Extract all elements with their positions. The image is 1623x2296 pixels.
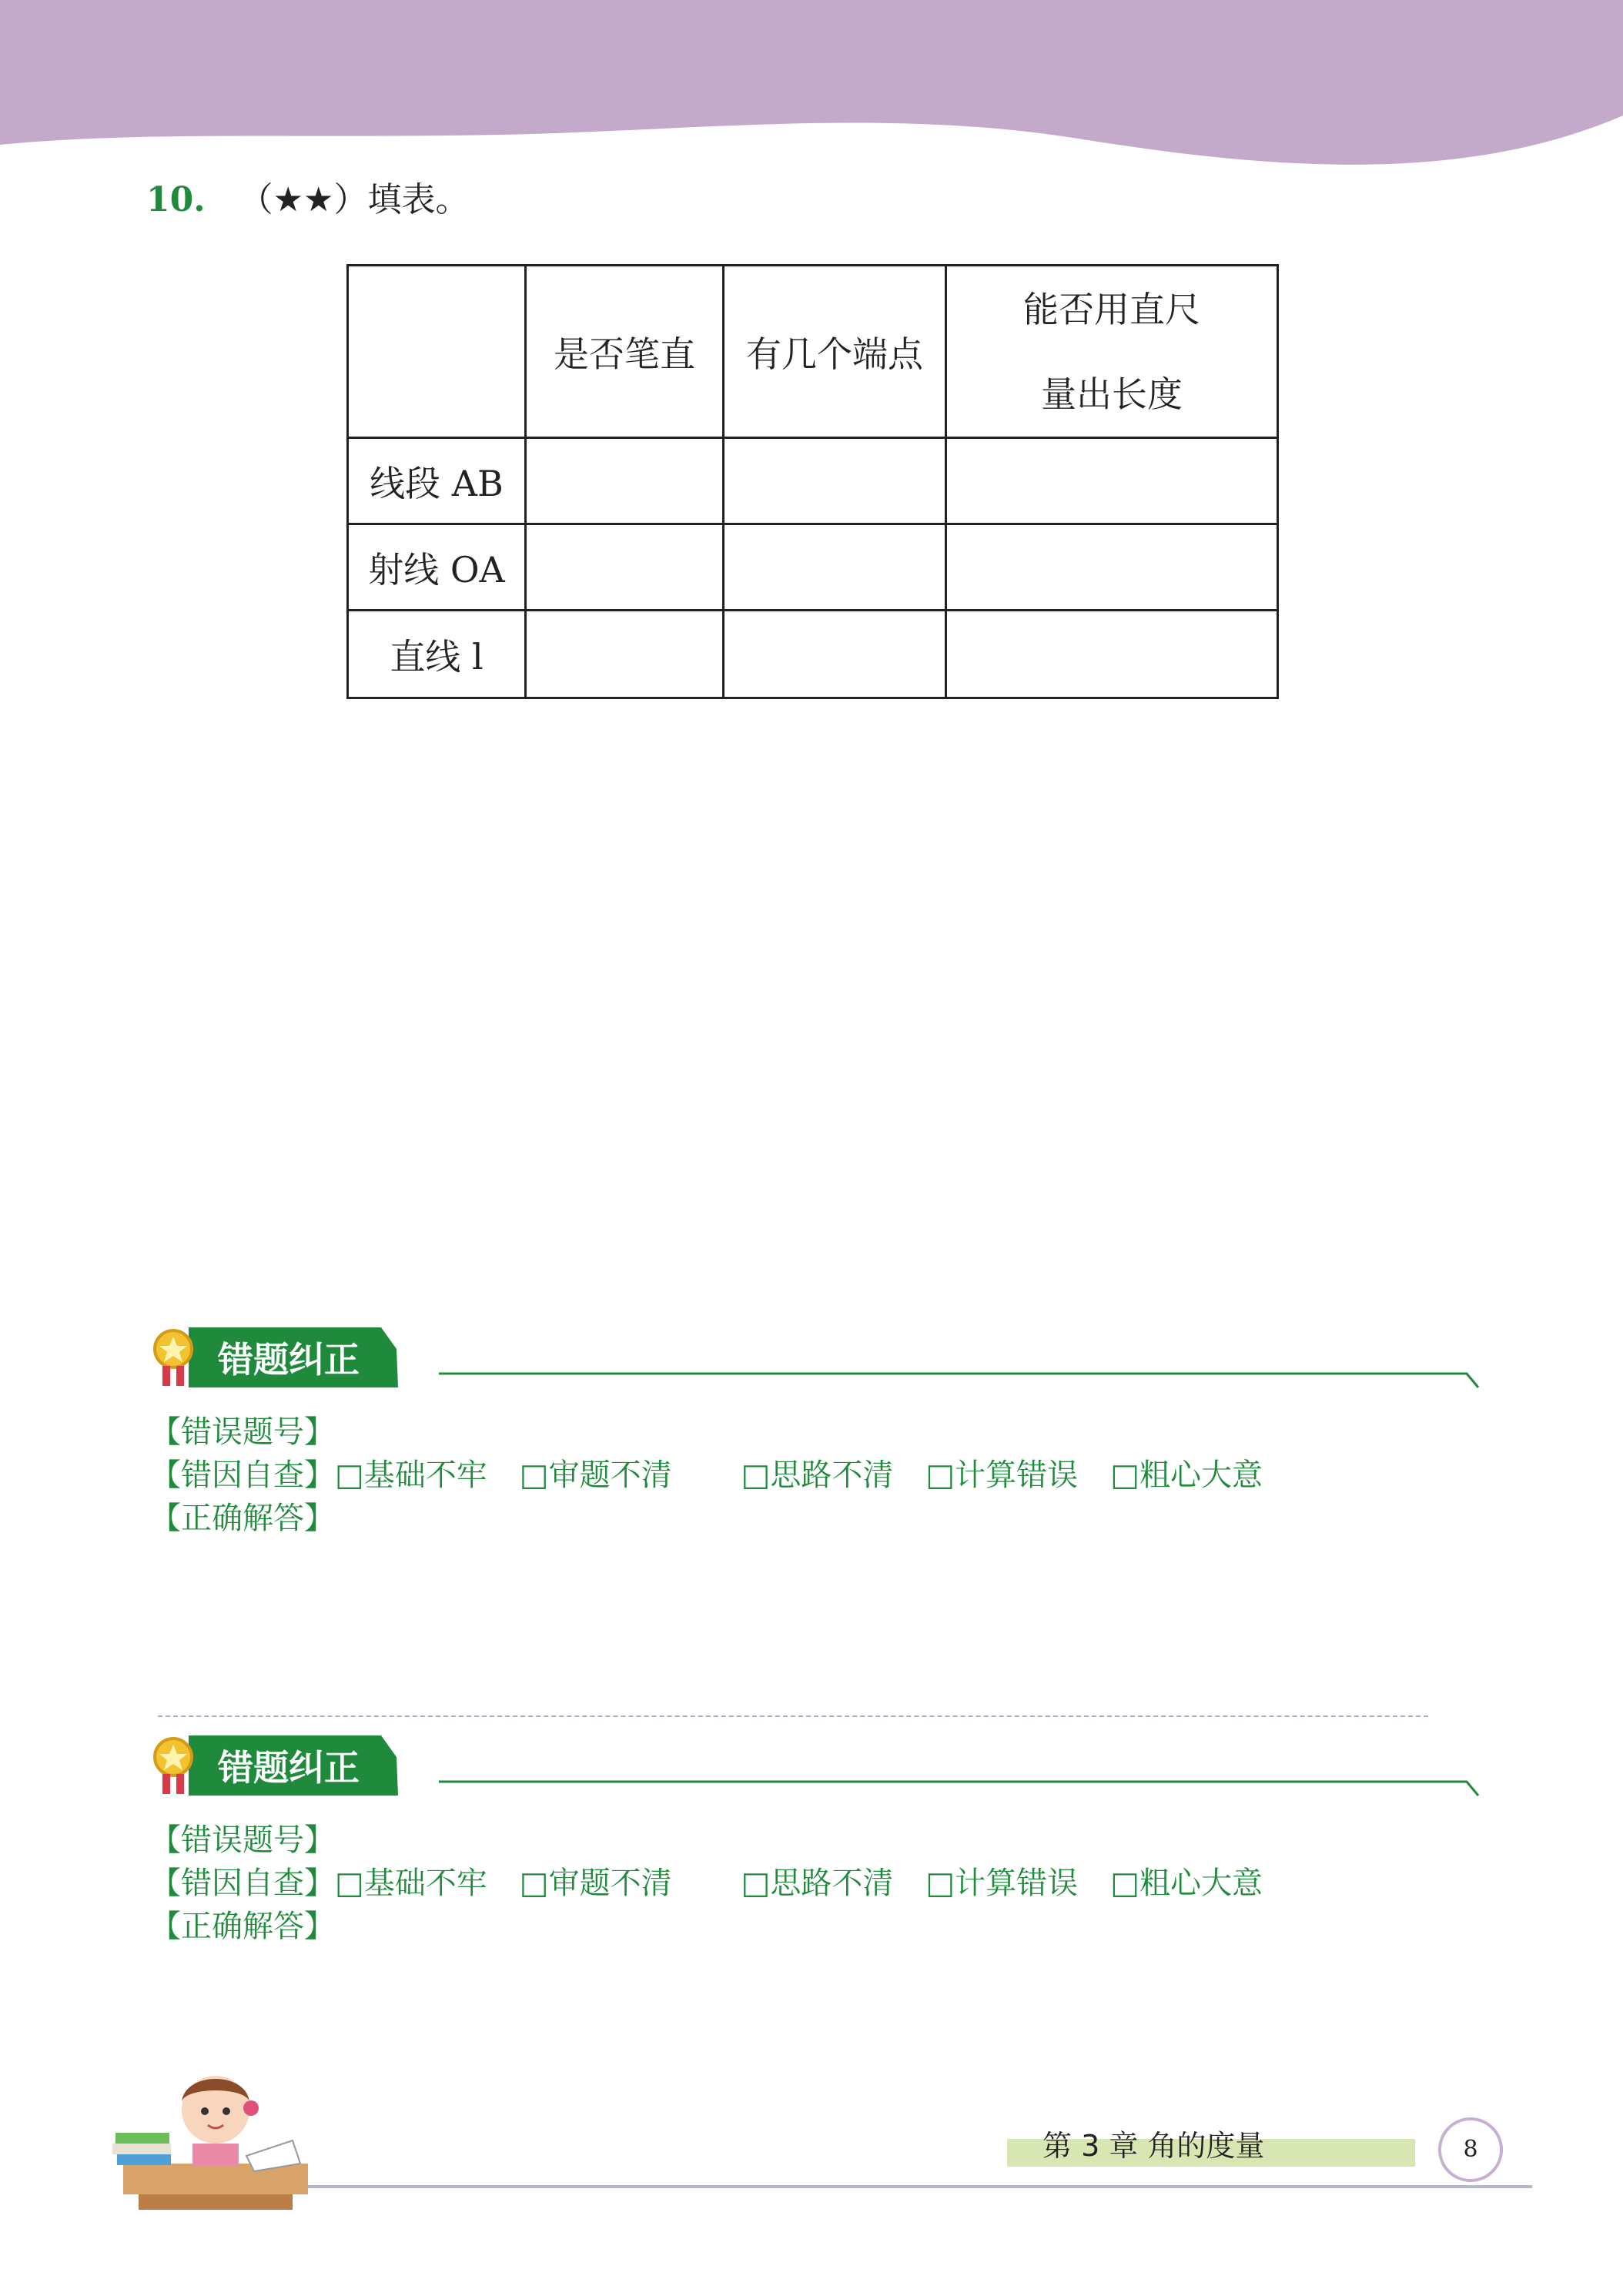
page-number: 8 [1438,2117,1503,2182]
option-careless-checkbox[interactable]: □粗心大意 [1110,1458,1263,1493]
error-number-label: 【错误题号】 [150,1414,335,1450]
question-number: 10. [146,180,206,219]
answer-cell[interactable] [526,438,724,524]
correct-answer-label: 【正确解答】 [150,1501,335,1536]
row-label-line: 直线 l [348,611,526,698]
section-banner-title: 错题纠正 [218,1747,360,1789]
option-calculation-checkbox[interactable]: □计算错误 [925,1458,1079,1493]
option-thinking-checkbox[interactable]: □思路不清 [741,1866,894,1901]
answer-cell[interactable] [526,611,724,698]
table-corner-cell [348,266,526,438]
header-measurable-line2: 量出长度 [1041,373,1183,415]
header-wave [0,0,1623,177]
header-measurable-line1: 能否用直尺 [1023,288,1200,330]
table-row [348,524,1278,611]
option-thinking-checkbox[interactable]: □思路不清 [741,1458,894,1493]
fill-table [346,264,1279,699]
question-title [146,179,469,222]
option-calculation-checkbox[interactable]: □计算错误 [925,1866,1079,1901]
table-row [348,611,1278,698]
error-correction-section-2 [150,1726,1482,1957]
row-label-ray: 射线 OA [348,524,526,611]
option-careless-checkbox[interactable]: □粗心大意 [1110,1866,1263,1901]
option-reading-checkbox[interactable]: □审题不清 [519,1458,672,1493]
footer-line [308,2185,1532,2188]
option-basic-checkbox[interactable]: □基础不牢 [335,1458,487,1493]
answer-cell[interactable] [946,524,1278,611]
header-endpoints: 有几个端点 [724,266,946,438]
answer-cell[interactable] [724,438,946,524]
student-mascot-icon [108,2048,323,2217]
error-correction-section-1 [150,1318,1482,1549]
header-straight: 是否笔直 [526,266,724,438]
option-basic-checkbox[interactable]: □基础不牢 [335,1866,487,1901]
answer-cell[interactable] [946,438,1278,524]
answer-cell[interactable] [946,611,1278,698]
error-cause-row [150,1859,1295,1903]
answer-cell[interactable] [724,524,946,611]
table-row [348,438,1278,524]
correct-answer-label: 【正确解答】 [150,1909,335,1944]
row-label-segment: 线段 AB [348,438,526,524]
answer-cell[interactable] [526,524,724,611]
error-cause-label: 【错因自查】 [150,1866,335,1901]
error-number-label: 【错误题号】 [150,1822,335,1858]
question-text: （★★）填表。 [239,180,470,219]
footer-chapter: 第 3 章 角的度量 [1042,2129,1265,2163]
error-cause-label: 【错因自查】 [150,1458,335,1493]
answer-cell[interactable] [724,611,946,698]
option-reading-checkbox[interactable]: □审题不清 [519,1866,672,1901]
error-cause-row [150,1451,1295,1494]
header-measurable [946,266,1278,438]
section-banner-title: 错题纠正 [218,1339,360,1381]
section-divider [158,1715,1428,1717]
